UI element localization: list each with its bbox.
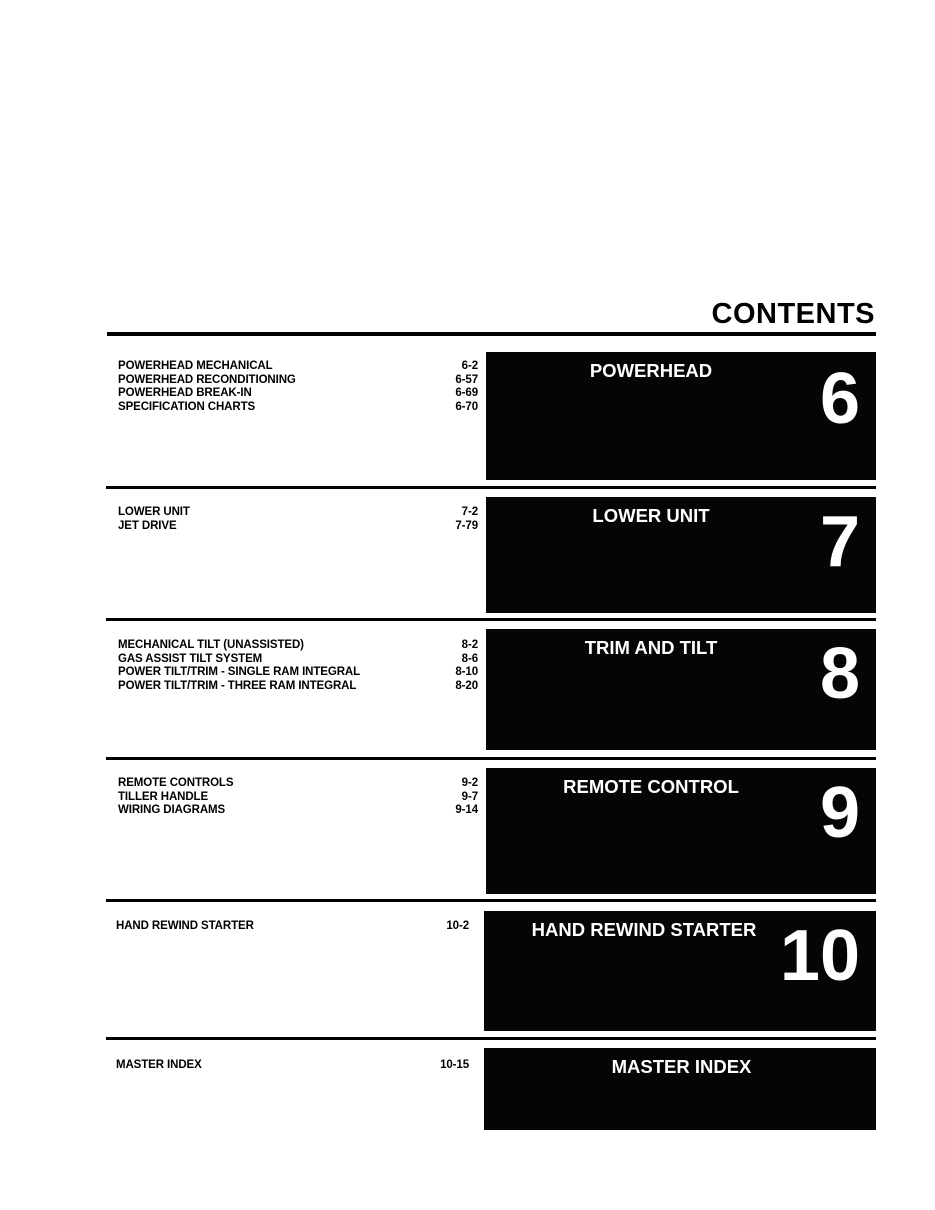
topic-label: WIRING DIAGRAMS [118, 804, 226, 817]
topic-label: POWER TILT/TRIM - THREE RAM INTEGRAL [118, 680, 357, 693]
section-rule [106, 618, 876, 621]
topic-label: TILLER HANDLE [118, 790, 209, 803]
topic-page: 8-2 [461, 639, 478, 651]
topic-list [118, 777, 478, 818]
topic-label: LOWER UNIT [118, 506, 190, 518]
topic-label: POWERHEAD RECONDITIONING [118, 373, 296, 386]
section-7 [106, 486, 876, 618]
topic-page: 6-69 [455, 387, 478, 400]
list-item[interactable] [118, 653, 478, 667]
list-item[interactable] [118, 777, 478, 791]
topic-label: GAS ASSIST TILT SYSTEM [118, 652, 263, 665]
section-master-index [106, 1037, 876, 1137]
section-tab-trim-and-tilt[interactable] [486, 629, 876, 750]
section-tab-hand-rewind-starter[interactable] [484, 911, 876, 1031]
section-tab-number: 10 [779, 916, 860, 996]
section-tab-number: 8 [819, 634, 860, 714]
section-tab-powerhead[interactable] [486, 352, 876, 480]
section-9 [106, 757, 876, 899]
topic-label: MECHANICAL TILT (UNASSISTED) [118, 639, 304, 651]
section-tab-master-index[interactable] [484, 1048, 876, 1130]
page-title: CONTENTS [711, 298, 875, 330]
section-rule [106, 899, 876, 902]
list-item[interactable] [118, 666, 478, 680]
list-item[interactable] [118, 401, 478, 415]
section-10 [106, 899, 876, 1037]
section-tab-remote-control[interactable] [486, 768, 876, 894]
list-item[interactable] [118, 520, 478, 534]
topic-page: 6-2 [461, 360, 478, 372]
section-tab-lower-unit[interactable] [486, 497, 876, 613]
topic-page: 9-2 [461, 777, 478, 789]
topic-label: MASTER INDEX [116, 1059, 202, 1071]
topic-page: 8-6 [461, 652, 478, 665]
list-item[interactable] [118, 804, 478, 818]
topic-label: POWERHEAD BREAK-IN [118, 387, 252, 400]
section-tab-number: 7 [819, 502, 860, 582]
topic-page: 6-57 [455, 373, 478, 386]
section-tab-title: HAND REWIND STARTER [531, 919, 757, 940]
topic-page: 10-15 [440, 1059, 469, 1071]
topic-page: 7-2 [461, 506, 478, 518]
topic-list [118, 639, 478, 694]
section-rule [106, 486, 876, 489]
section-8 [106, 618, 876, 758]
list-item[interactable] [116, 920, 469, 934]
topic-label: SPECIFICATION CHARTS [118, 401, 256, 414]
list-item[interactable] [118, 791, 478, 805]
list-item[interactable] [118, 387, 478, 401]
list-item[interactable] [118, 374, 478, 388]
topic-list [116, 920, 469, 934]
list-item[interactable] [118, 639, 478, 653]
topic-label: POWERHEAD MECHANICAL [118, 360, 273, 372]
topic-label: REMOTE CONTROLS [118, 777, 234, 789]
topic-page: 7-79 [455, 519, 478, 532]
topic-page: 8-10 [455, 666, 478, 679]
section-rule [106, 1037, 876, 1040]
topic-list [116, 1059, 469, 1073]
topic-label: JET DRIVE [118, 519, 177, 532]
topic-label: HAND REWIND STARTER [116, 920, 254, 932]
section-tab-title: REMOTE CONTROL [563, 776, 739, 797]
topic-list [118, 360, 478, 415]
topic-page: 9-7 [461, 790, 478, 803]
section-6 [106, 336, 876, 486]
list-item[interactable] [118, 360, 478, 374]
topic-page: 8-20 [455, 680, 478, 693]
topic-list [118, 506, 478, 533]
list-item[interactable] [118, 506, 478, 520]
section-tab-title: TRIM AND TILT [584, 637, 718, 658]
list-item[interactable] [116, 1059, 469, 1073]
section-tab-title: LOWER UNIT [592, 505, 710, 526]
topic-page: 9-14 [455, 804, 478, 817]
section-tab-title: POWERHEAD [589, 360, 713, 381]
list-item[interactable] [118, 680, 478, 694]
section-tab-number: 6 [819, 359, 860, 439]
topic-page: 10-2 [446, 920, 469, 932]
section-rule [106, 757, 876, 760]
section-tab-title: MASTER INDEX [611, 1056, 752, 1077]
topic-label: POWER TILT/TRIM - SINGLE RAM INTEGRAL [118, 666, 361, 679]
section-tab-number: 9 [819, 773, 860, 853]
topic-page: 6-70 [455, 401, 478, 414]
